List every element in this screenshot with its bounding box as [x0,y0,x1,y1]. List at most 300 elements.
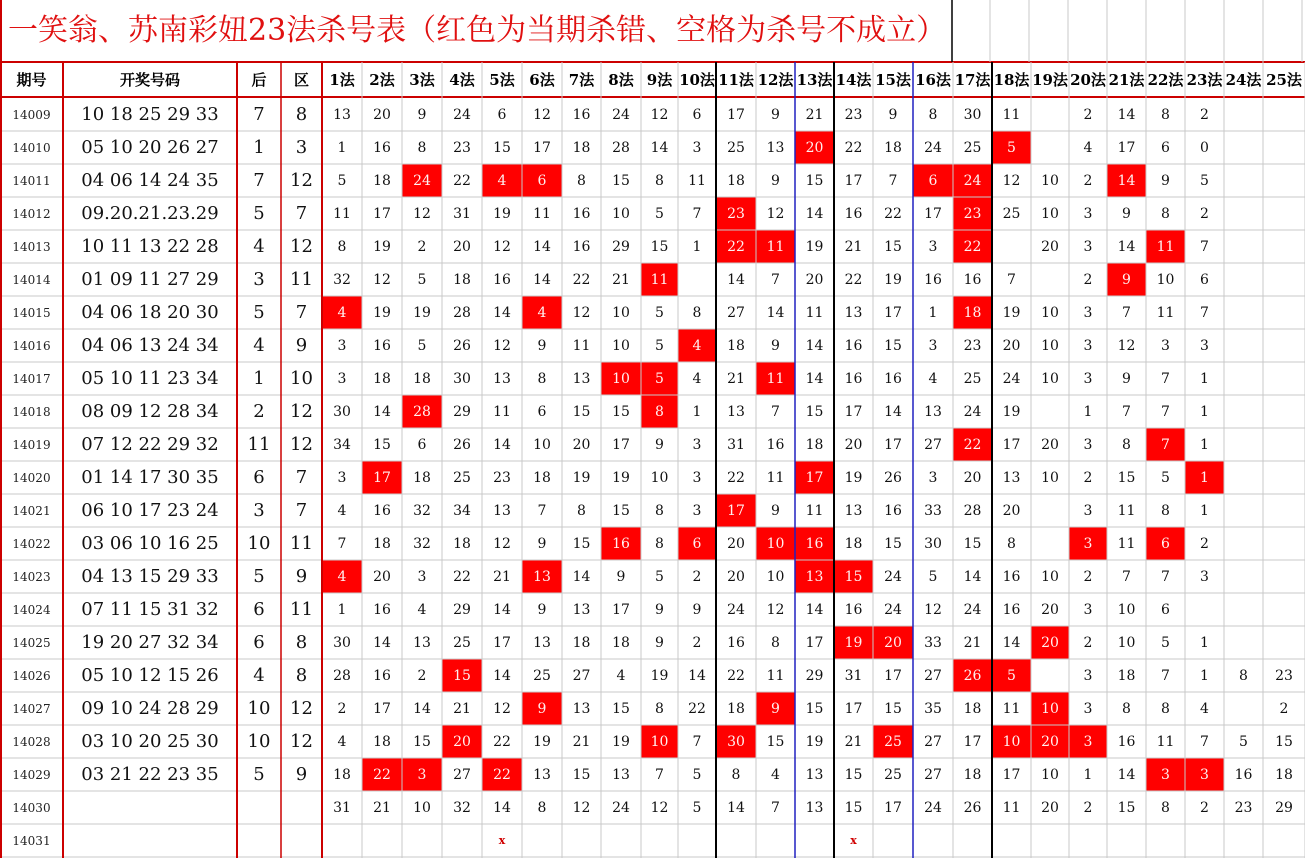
kill-cell: 17 [373,700,391,717]
kill-cell: 11 [805,502,824,519]
kill-cell-wrong: 10 [756,527,795,560]
kill-cell-wrong: 17 [362,461,402,494]
header-method: 23法 [1186,71,1223,89]
kill-cell: 18 [413,370,431,387]
header-zone: 区 [293,71,309,89]
kill-cell: 25 [884,766,902,783]
kill-cell: 31 [453,205,471,222]
kill-cell: 18 [963,766,982,783]
kill-cell: 24 [963,403,982,420]
kill-cell: 7 [655,766,664,783]
kill-cell: 15 [612,403,630,420]
kill-cell [1224,824,1263,857]
kill-cell: 14 [1117,766,1136,783]
header-method: 10法 [679,71,715,89]
kill-cell: 1 [692,238,702,255]
back-value: 11 [247,434,271,455]
kill-cell: 29 [453,601,471,618]
kill-cell-wrong: 11 [1146,230,1185,263]
kill-cell [873,824,913,857]
kill-cell-wrong: 6 [678,527,716,560]
kill-cell-wrong: 4 [322,296,362,329]
kill-cell: 11 [1156,733,1175,750]
issue-number: 14019 [12,437,51,452]
kill-cell: 7 [692,733,702,750]
kill-cell-wrong: 4 [322,560,362,593]
kill-cell: 7 [1200,304,1209,321]
kill-cell [678,824,716,857]
draw-numbers: 08 09 12 28 34 [81,401,219,422]
kill-cell: 18 [572,634,591,651]
kill-cell: 15 [844,766,863,783]
kill-cell: 7 [1161,403,1170,420]
kill-cell: 15 [884,238,902,255]
kill-cell: 20 [727,535,745,552]
kill-cell: 22 [727,667,745,684]
kill-cell: 28 [453,304,471,321]
kill-cell: 17 [884,799,902,816]
kill-cell: 28 [612,139,630,156]
kill-cell-wrong: 22 [953,230,992,263]
kill-cell-wrong: 25 [873,725,913,758]
kill-cell: 12 [572,799,591,816]
kill-cell: 24 [727,601,745,618]
kill-cell: 11 [572,337,591,354]
header-method: 17法 [954,71,991,89]
kill-cell-wrong: 15 [834,560,873,593]
kill-cell: 30 [333,403,351,420]
kill-cell: 1 [337,139,347,156]
kill-cell: 15 [650,238,669,255]
kill-cell: 10 [533,436,551,453]
header-method: 4法 [449,71,475,89]
issue-number: 14012 [12,206,51,221]
kill-cell: 7 [771,271,780,288]
kill-cell: 8 [1161,205,1170,222]
page-title: 一笑翁、苏南彩妞23法杀号表（红色为当期杀错、空格为杀号不成立） [8,13,947,48]
kill-cell: 16 [844,205,863,222]
kill-cell-wrong: 11 [641,263,678,296]
kill-cell: 21 [373,799,391,816]
back-value: 5 [253,203,265,224]
kill-cell: 34 [333,436,351,453]
kill-cell-wrong: 18 [953,296,992,329]
kill-cell: 20 [373,106,391,123]
kill-cell-wrong: 5 [992,659,1031,692]
kill-cell: 12 [766,601,785,618]
kill-cell: 8 [1007,535,1016,552]
kill-cell: 14 [572,568,591,585]
kill-cell [716,824,756,857]
kill-cell: 8 [1122,700,1131,717]
kill-cell-wrong: 16 [601,527,641,560]
kill-cell: 10 [612,337,630,354]
kill-cell: 19 [413,304,431,321]
kill-cell-wrong: 17 [795,461,834,494]
zone-value: 10 [290,368,313,389]
kill-cell: 3 [692,436,702,453]
kill-cell: 15 [805,403,824,420]
kill-cell-wrong: 20 [1031,725,1069,758]
kill-cell: 13 [333,106,351,123]
kill-cell: 3 [1161,337,1170,354]
back-value: 3 [253,500,265,521]
kill-cell: 21 [453,700,471,717]
kill-cell: 15 [963,535,982,552]
kill-cell-wrong: 26 [953,659,992,692]
kill-cell: 20 [1002,337,1021,354]
kill-cell: 33 [924,634,942,651]
back-value: 5 [253,566,265,587]
kill-cell: 4 [337,733,347,750]
kill-cell: 19 [1002,403,1021,420]
kill-cell: 26 [884,469,902,486]
header-method: 3法 [409,71,435,89]
kill-cell [678,263,716,296]
kill-cell: 1 [928,304,938,321]
kill-cell: 8 [577,172,586,189]
kill-cell [1263,527,1305,560]
header-method: 20法 [1070,71,1106,89]
kill-cell: 17 [533,139,551,156]
kill-cell: 18 [805,436,824,453]
kill-cell: 19 [844,469,863,486]
kill-cell: 10 [1117,601,1136,618]
kill-cell: 7 [1161,568,1170,585]
kill-cell: 3 [928,337,938,354]
kill-cell [562,824,601,857]
kill-cell: 8 [1161,106,1170,123]
back-value: 6 [253,599,265,620]
kill-cell: 15 [1275,733,1293,750]
kill-cell: 17 [844,700,863,717]
back-value: 5 [253,764,265,785]
kill-cell: 3 [692,469,702,486]
kill-cell: 13 [924,403,942,420]
draw-numbers: 10 11 13 22 28 [81,236,219,257]
kill-cell [1224,626,1263,659]
kill-cell: 3 [1083,436,1093,453]
kill-cell: 15 [612,502,630,519]
kill-cell: 12 [493,238,511,255]
kill-cell: 8 [655,535,664,552]
kill-cell-wrong: 8 [641,395,678,428]
back-value [237,824,281,857]
kill-cell [1263,131,1305,164]
kill-cell: 21 [805,106,824,123]
zone-value: 9 [295,566,308,587]
back-value: 10 [247,533,271,554]
kill-cell: 9 [655,436,664,453]
kill-cell: 6 [497,106,507,123]
kill-cell: 20 [963,469,982,486]
kill-cell: 24 [612,106,630,123]
kill-cell: 3 [692,139,702,156]
kill-cell: 27 [924,667,942,684]
kill-cell [1224,263,1263,296]
kill-cell: 9 [616,568,626,585]
kill-cell: 9 [771,172,780,189]
kill-cell: 24 [884,568,902,585]
kill-cell [1263,626,1305,659]
zone-value: 8 [295,104,308,125]
kill-cell: 30 [963,106,982,123]
kill-cell [1263,98,1305,131]
draw-numbers: 05 10 20 26 27 [81,137,219,158]
kill-cell: 16 [727,634,745,651]
kill-cell: 27 [924,733,942,750]
kill-cell: 1 [1083,403,1093,420]
header-method: 6法 [529,71,555,89]
kill-cell: 15 [1117,799,1136,816]
kill-cell: 18 [727,700,745,717]
kill-cell [1224,527,1263,560]
back-value: 6 [253,632,265,653]
kill-cell: 15 [766,733,785,750]
issue-number: 14031 [12,833,51,848]
kill-cell: 35 [924,700,942,717]
kill-cell [1031,131,1069,164]
kill-cell: 1 [1083,766,1093,783]
header-method: 12法 [757,71,794,89]
kill-cell: 8 [1239,667,1248,684]
kill-cell: 8 [417,139,427,156]
kill-cell: 16 [373,337,391,354]
kill-cell: 15 [612,700,630,717]
kill-cell: 12 [413,205,431,222]
kill-cell: 11 [688,172,706,189]
kill-cell: 9 [692,601,702,618]
kill-cell: 8 [655,172,664,189]
kill-cell [1224,692,1263,725]
back-value: 3 [253,269,265,290]
kill-cell: 3 [417,568,427,585]
draw-numbers [63,824,237,857]
draw-numbers: 05 10 12 15 26 [81,665,219,686]
kill-cell: 10 [612,304,630,321]
kill-cell: 2 [1083,271,1093,288]
kill-cell: 8 [1161,502,1170,519]
kill-cell: 1 [337,601,347,618]
kill-cell: 18 [572,139,591,156]
kill-cell: 16 [844,337,863,354]
kill-cell: 18 [373,172,391,189]
kill-cell: 7 [537,502,547,519]
kill-cell: 6 [537,403,547,420]
kill-cell: 7 [771,403,780,420]
kill-cell: 5 [1239,733,1248,750]
kill-cell: 18 [373,733,391,750]
kill-cell-wrong: 13 [522,560,562,593]
kill-cell-wrong: 14 [1107,164,1146,197]
kill-cell: 14 [727,799,745,816]
kill-cell: 31 [727,436,745,453]
kill-cell: 13 [844,304,863,321]
issue-number: 14013 [12,239,51,254]
draw-numbers: 10 18 25 29 33 [81,104,219,125]
kill-cell: 8 [1161,799,1170,816]
kill-cell: 11 [1117,535,1136,552]
kill-cell: 17 [844,172,863,189]
kill-cell: 8 [1122,436,1131,453]
kill-cell-wrong: 3 [402,758,442,791]
kill-cell-wrong: 20 [795,131,834,164]
kill-cell: 21 [727,370,745,387]
header-method: 5法 [489,71,515,89]
kill-cell: 25 [453,469,471,486]
kill-cell: 20 [572,436,591,453]
kill-cell: 18 [1275,766,1293,783]
kill-cell-wrong: 20 [1031,626,1069,659]
kill-cell: 10 [1041,172,1059,189]
kill-cell: 5 [417,271,427,288]
kill-cell: 3 [337,469,347,486]
kill-cell: 13 [844,502,863,519]
kill-cell: 25 [533,667,551,684]
kill-cell: 8 [731,766,741,783]
kill-cell-wrong: 20 [442,725,482,758]
kill-cell: 7 [1122,403,1131,420]
kill-cell: 2 [1200,205,1209,222]
kill-cell-wrong: 9 [756,692,795,725]
issue-number: 14020 [12,470,51,485]
kill-cell: 14 [533,238,551,255]
kill-cell: 18 [727,337,745,354]
kill-cell: 8 [928,106,938,123]
kill-cell [1031,527,1069,560]
kill-cell [1224,362,1263,395]
kill-cell: 3 [1083,601,1093,618]
kill-cell [1185,824,1224,857]
kill-cell: 23 [1234,799,1253,816]
kill-cell: 3 [337,337,347,354]
kill-cell [1224,164,1263,197]
kill-cell: 14 [373,634,391,651]
kill-cell [1224,296,1263,329]
kill-cell: 12 [1117,337,1136,354]
kill-cell: 7 [337,535,347,552]
header-method: 8法 [608,71,634,89]
kill-cell: 11 [1002,700,1021,717]
kill-cell: 20 [1041,436,1059,453]
kill-cell: 21 [572,733,591,750]
kill-cell: 22 [572,271,591,288]
kill-cell: 14 [533,271,551,288]
kill-cell: 22 [844,139,863,156]
kill-cell: 11 [1002,106,1021,123]
kill-cell: 19 [884,271,902,288]
kill-cell: 2 [1083,106,1093,123]
kill-cell: 5 [417,337,427,354]
issue-number: 14023 [12,569,51,584]
kill-cell: 15 [884,535,902,552]
zone-value: 11 [290,599,313,620]
kill-cell [992,824,1031,857]
kill-cell: 16 [1002,568,1021,585]
header-method: 25法 [1266,71,1302,89]
kill-cell [1263,560,1305,593]
kill-cell: 19 [572,469,591,486]
header-method: 13法 [796,71,833,89]
kill-cell: 17 [844,403,863,420]
kill-cell: 14 [493,667,511,684]
kill-cell-wrong: 10 [641,725,678,758]
kill-cell: 33 [924,502,942,519]
kill-cell: 20 [373,568,391,585]
kill-cell: 20 [844,436,863,453]
kill-cell: 11 [766,667,785,684]
zone-value: 7 [295,203,308,224]
kill-cell-wrong: 11 [756,230,795,263]
kill-cell: 7 [1200,733,1209,750]
kill-cell: 20 [1041,238,1059,255]
kill-cell: x [498,834,506,847]
kill-cell: 7 [1161,667,1170,684]
issue-number: 14022 [12,536,51,551]
kill-cell [322,824,362,857]
kill-cell: 14 [493,799,511,816]
kill-cell [1031,494,1069,527]
kill-cell: 27 [727,304,745,321]
kill-cell [1224,230,1263,263]
kill-cell [1146,824,1185,857]
kill-cell: 18 [533,469,551,486]
kill-cell: 10 [1041,766,1059,783]
kill-cell: 20 [727,568,745,585]
kill-cell: 31 [844,667,863,684]
back-value: 4 [253,236,265,257]
kill-cell: 19 [612,469,630,486]
kill-cell: 2 [1279,700,1289,717]
kill-cell: 9 [771,337,780,354]
kill-cell: 19 [805,733,824,750]
kill-cell: 5 [655,205,664,222]
kill-cell-wrong: 4 [482,164,522,197]
zone-value: 7 [295,467,308,488]
kill-cell: 21 [844,238,863,255]
draw-numbers: 04 06 14 24 35 [81,170,219,191]
kill-cell: 19 [1002,304,1021,321]
draw-numbers: 03 21 22 23 35 [81,764,219,785]
kill-cell: 20 [1041,601,1059,618]
kill-cell: 3 [1083,337,1093,354]
issue-number: 14028 [12,734,51,749]
kill-cell: 5 [692,799,702,816]
draw-numbers [63,791,237,824]
kill-cell: 10 [1041,370,1059,387]
back-value: 10 [247,731,271,752]
kill-cell: 4 [692,370,702,387]
kill-cell: 10 [1041,205,1059,222]
kill-cell [1031,659,1069,692]
kill-cell: 16 [373,667,391,684]
kill-cell: 11 [766,469,785,486]
kill-cell: 13 [533,634,551,651]
kill-cell [1031,395,1069,428]
header-method: 16法 [915,71,951,89]
header-method: 18法 [993,71,1030,89]
kill-cell: 14 [766,304,785,321]
kill-cell: 2 [692,634,702,651]
kill-cell: 11 [493,403,511,420]
kill-cell: 21 [493,568,511,585]
kill-cell: 6 [1161,601,1170,618]
kill-cell [362,824,402,857]
kill-cell [1263,494,1305,527]
kill-cell: 2 [1083,568,1093,585]
kill-cell-wrong: 5 [992,131,1031,164]
kill-cell: 19 [493,205,511,222]
